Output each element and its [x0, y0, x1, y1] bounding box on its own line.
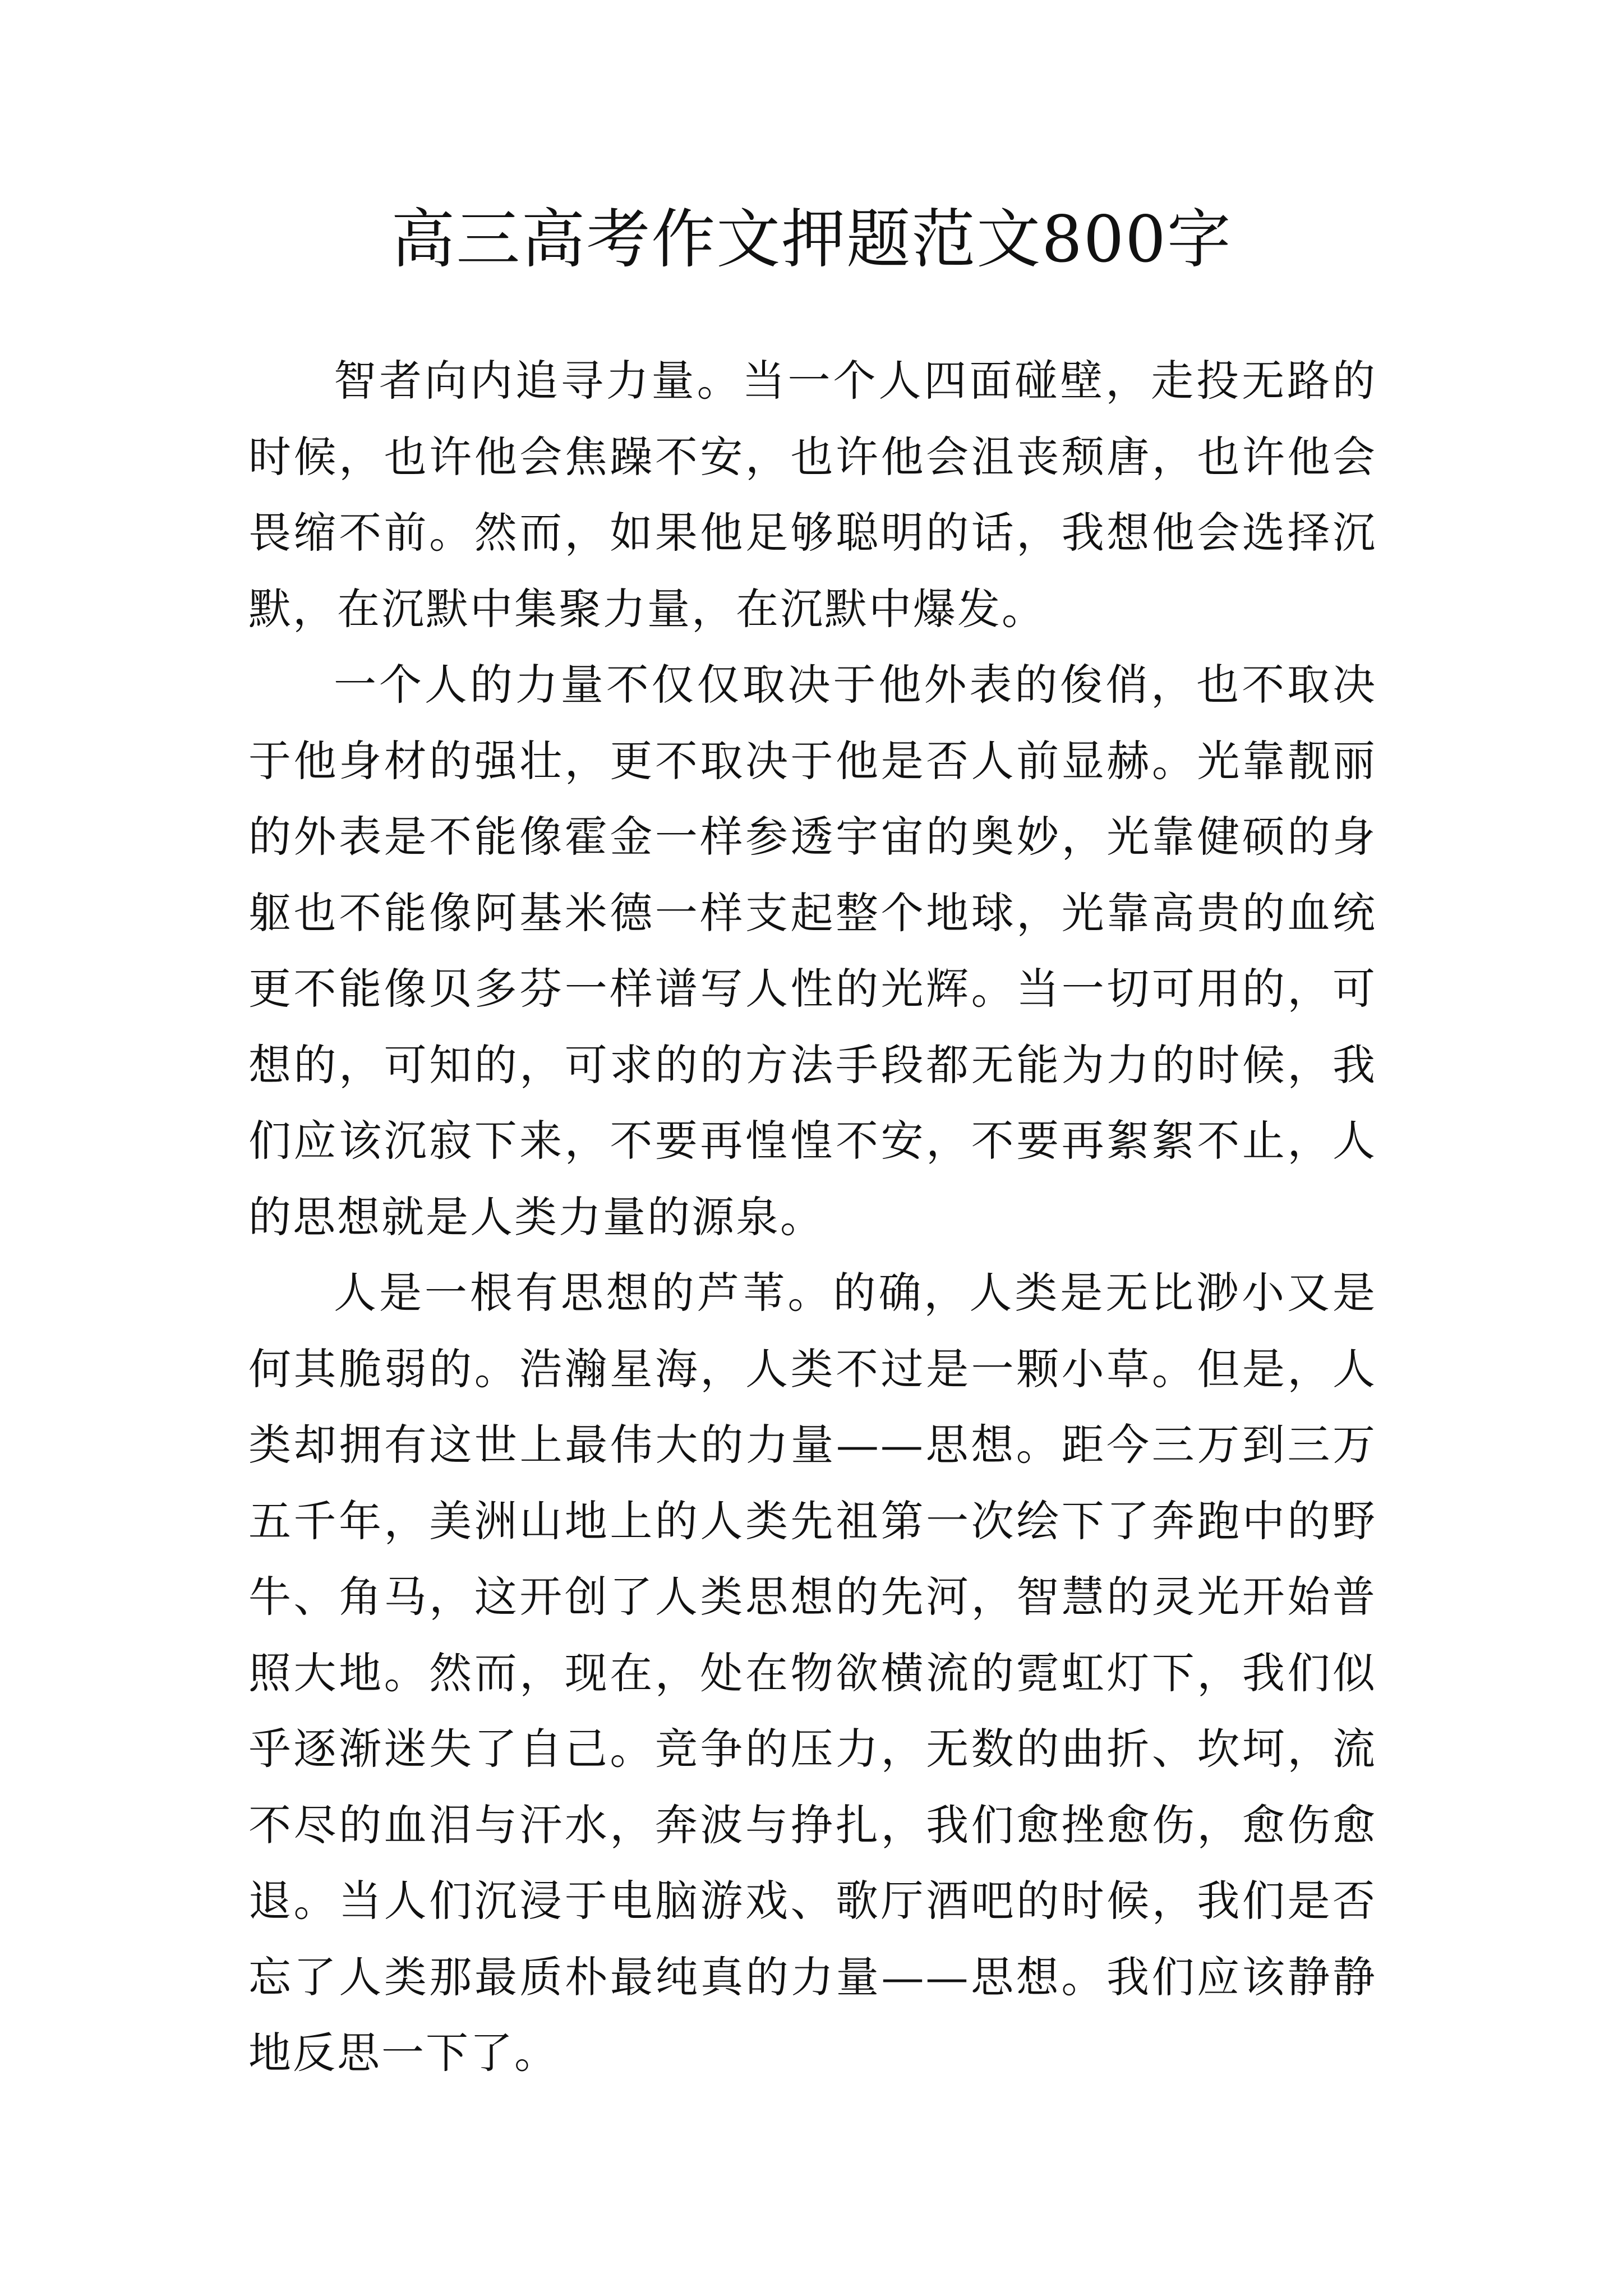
paragraph-3: 人是一根有思想的芦苇。的确，人类是无比渺小又是何其脆弱的。浩瀚星海，人类不过是一颗小草。但是，人类却拥有这世上最伟大的力量——思想。距今三万到三万五千年，美洲山地上的人类先祖第一次绘下了奔跑中的野牛、角马，这开创了人类思想的先河，智慧的灵光开始普照大地。然而，现在，处在物欲横流的霓虹灯下，我们似乎逐渐迷失了自己。竞争的压力，无数的曲折、坎坷，流不尽的血泪与汗水，奔波与挣扎，我们愈挫愈伤，愈伤愈退。当人们沉浸于电脑游戏、歌厅酒吧的时候，我们是否忘了人类那最质朴最纯真的力量——思想。我们应该静静地反思一下了。: [248, 1268, 1377, 2078]
document-body: [248, 343, 1377, 2091]
document-title: 高三高考作文押题范文800字: [391, 202, 1232, 277]
paragraph-2: 一个人的力量不仅仅取决于他外表的俊俏，也不取决于他身材的强壮，更不取决于他是否人前显赫。光靠靓丽的外表是不能像霍金一样参透宇宙的奥妙，光靠健硕的身躯也不能像阿基米德一样支起整个地球，光靠高贵的血统更不能像贝多芬一样谱写人性的光辉。当一切可用的，可想的，可知的，可求的的方法手段都无能为力的时候，我们应该沉寂下来，不要再惶惶不安，不要再絮絮不止，人的思想就是人类力量的源泉。: [248, 660, 1377, 1242]
paragraph-1: 智者向内追寻力量。当一个人四面碰壁，走投无路的时候，也许他会焦躁不安，也许他会沮丧颓唐，也许他会畏缩不前。然而，如果他足够聪明的话，我想他会选择沉默，在沉默中集聚力量，在沉默中爆发。: [248, 356, 1377, 634]
